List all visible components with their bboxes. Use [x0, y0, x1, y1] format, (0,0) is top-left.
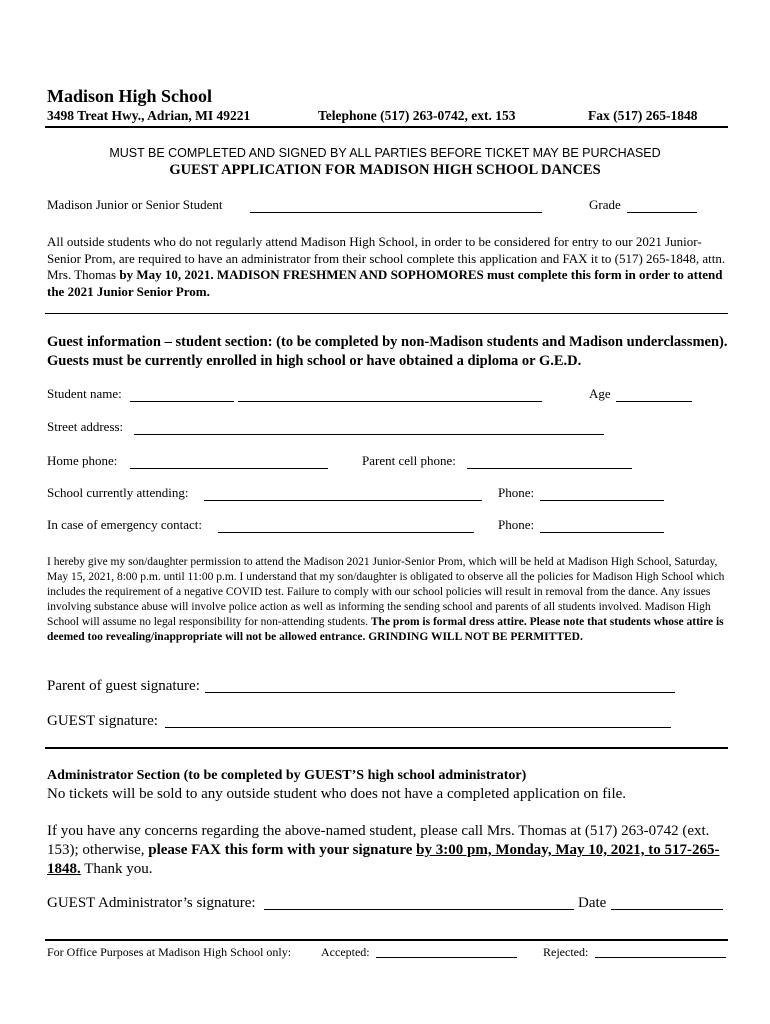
parent-signature-field[interactable]	[205, 682, 675, 693]
accepted-label: Accepted:	[321, 945, 370, 959]
guest-signature-label: GUEST signature:	[47, 713, 158, 729]
student-first-name-field[interactable]	[130, 389, 234, 402]
school-attending-label: School currently attending:	[47, 485, 189, 500]
signature-divider	[45, 747, 728, 749]
form-title: GUEST APPLICATION FOR MADISON HIGH SCHOOL DANCES	[169, 162, 601, 178]
age-label: Age	[589, 386, 611, 401]
intro-bold-text: by May 10, 2021. MADISON FRESHMEN AND SOPHOMORES must complete this form in order to attend the 2021 Junior Senior Prom.	[47, 267, 723, 299]
student-name-label: Student name:	[47, 386, 122, 401]
office-divider	[45, 939, 728, 941]
intro-text: All outside students who do not regularly attend Madison High School, in order to be considered for entry to our 2021 Junior-Senior Prom, are required to have an administrator from their school complete this application and FAX it to (517) 265-1848, attn. Mrs. Thomas	[47, 234, 726, 282]
school-telephone: Telephone (517) 263-0742, ext. 153	[318, 108, 516, 123]
street-address-field[interactable]	[134, 422, 604, 435]
school-name: Madison High School	[47, 86, 213, 106]
school-phone-label: Phone:	[498, 485, 535, 500]
emergency-contact-label: In case of emergency contact:	[47, 517, 202, 532]
home-phone-field[interactable]	[130, 456, 328, 469]
permission-text: I hereby give my son/daughter permission to attend the Madison 2021 Junior-Senior Prom, which will be held at Madison High School, Saturday, May 15, 2021, 8:00 p.m. until 11:00 p.m. I understand that my son/daughter is obligated to observe all the policies for Madison High School which includes the requirement of a negative COVID test. Failure to comply with our school policies will result in removal from the dance. Any issues involving substance abuse will involve police action as well as informing the sending school and parents of all students involved. Madison High School will assume no legal responsibility for non-attending students.	[47, 556, 725, 628]
admin-signature-label: GUEST Administrator’s signature:	[47, 895, 256, 911]
emergency-contact-field[interactable]	[218, 520, 474, 533]
school-fax: Fax (517) 265-1848	[588, 108, 698, 123]
madison-student-label: Madison Junior or Senior Student	[47, 197, 223, 212]
guest-section-heading: Guest information – student section: (to be completed by non-Madison students and Madison underclassmen). Guests must be currently enrolled in high school or have obtained a diploma or G.E.D.	[47, 334, 728, 369]
accepted-field[interactable]	[376, 948, 517, 958]
emergency-phone-label: Phone:	[498, 517, 535, 532]
parent-cell-field[interactable]	[467, 456, 632, 469]
rejected-field[interactable]	[595, 948, 726, 958]
header-divider	[45, 126, 728, 128]
school-phone-field[interactable]	[540, 488, 664, 501]
concerns-thanks: Thank you.	[84, 861, 153, 877]
admin-signature-field[interactable]	[264, 899, 574, 910]
parent-cell-label: Parent cell phone:	[362, 453, 456, 468]
school-address: 3498 Treat Hwy., Adrian, MI 49221	[47, 108, 251, 123]
date-label: Date	[578, 895, 607, 911]
intro-divider	[45, 313, 728, 314]
school-attending-field[interactable]	[204, 488, 482, 501]
emergency-phone-field[interactable]	[540, 520, 664, 533]
no-tickets-text: No tickets will be sold to any outside student who does not have a completed application on file.	[47, 786, 627, 802]
age-field[interactable]	[616, 389, 692, 402]
concerns-text: If you have any concerns regarding the above-named student, please call Mrs. Thomas at (517) 263-0742 (ext. 153); otherwise,	[47, 823, 710, 858]
student-last-name-field[interactable]	[238, 389, 542, 402]
concerns-paragraph	[47, 822, 727, 879]
street-address-label: Street address:	[47, 419, 124, 434]
concerns-deadline: by 3:00 pm, Monday, May 10, 2021, to 517-265-1848.	[47, 842, 720, 877]
notice-text: MUST BE COMPLETED AND SIGNED BY ALL PARTIES BEFORE TICKET MAY BE PURCHASED	[109, 146, 661, 160]
grade-label: Grade	[589, 197, 621, 212]
grade-field[interactable]	[627, 200, 697, 213]
rejected-label: Rejected:	[543, 945, 589, 959]
intro-paragraph	[47, 234, 727, 300]
concerns-bold-text: please FAX this form with your signature	[148, 842, 413, 858]
permission-bold-text: The prom is formal dress attire. Please note that students whose attire is deemed too revealing/inappropriate will not be allowed entrance. GRINDING WILL NOT BE PERMITTED.	[47, 616, 724, 643]
madison-student-field[interactable]	[250, 200, 542, 213]
home-phone-label: Home phone:	[47, 453, 118, 468]
permission-paragraph	[47, 555, 737, 645]
admin-heading: Administrator Section (to be completed by GUEST’S high school administrator)	[47, 768, 527, 783]
date-field[interactable]	[611, 899, 723, 910]
parent-signature-label: Parent of guest signature:	[47, 678, 200, 694]
guest-signature-field[interactable]	[165, 717, 671, 728]
office-label: For Office Purposes at Madison High School only:	[47, 945, 292, 959]
